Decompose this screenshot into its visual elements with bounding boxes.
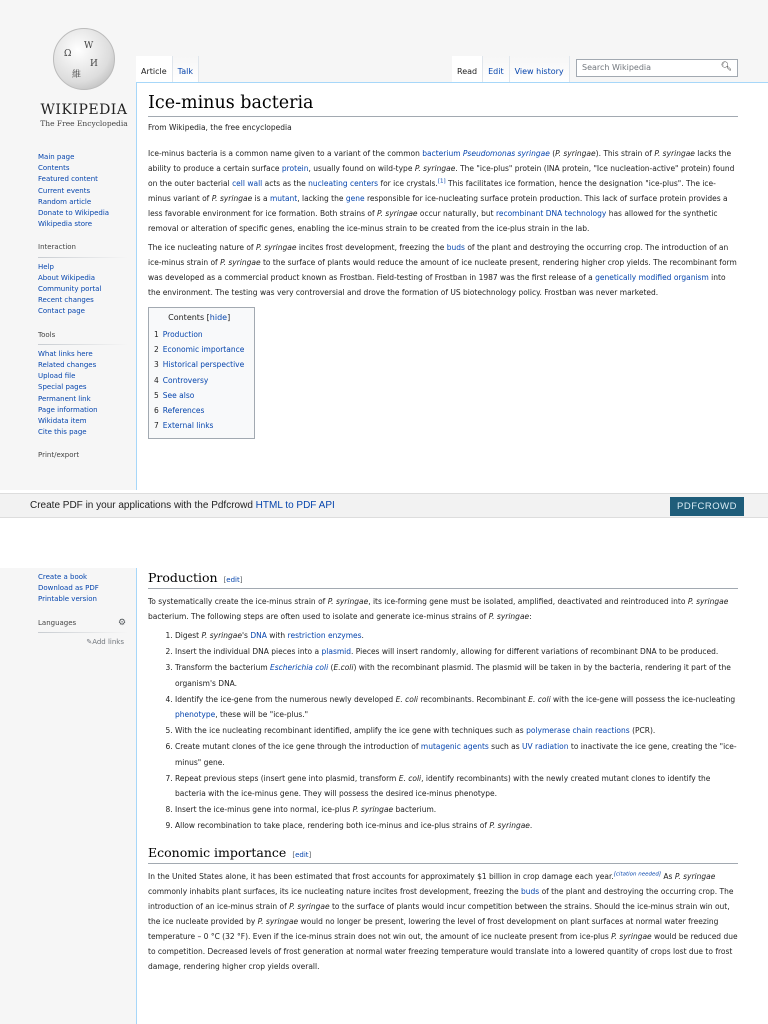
list-item: 9. Allow recombination to take place, rendering both ice-minus and ice-plus strains of P. syringae. xyxy=(175,818,738,834)
table-of-contents xyxy=(148,307,255,439)
tab-edit[interactable]: Edit xyxy=(483,56,510,82)
article-subtitle: From Wikipedia, the free encyclopedia xyxy=(148,123,292,132)
sidebar-item-featured-content[interactable]: Featured content xyxy=(38,175,98,184)
tab-read[interactable]: Read xyxy=(452,56,483,82)
sidebar-item-related-changes[interactable]: Related changes xyxy=(38,361,97,370)
list-item: 5. With the ice nucleating recombinant identified, amplify the ice gene with techniques such as polymerase chain reactions (PCR). xyxy=(175,723,738,739)
link-restriction-enzymes[interactable]: restriction enzymes xyxy=(287,631,362,640)
link-plasmid[interactable]: plasmid xyxy=(321,646,351,656)
list-item: 8. Insert the ice-minus gene into normal, ice-plus P. syringae bacterium. xyxy=(175,802,738,818)
divider xyxy=(38,632,128,633)
toc-item[interactable]: 1 Production xyxy=(154,330,203,339)
link-buds[interactable]: buds xyxy=(521,886,540,896)
toc-title: Contents [hide] xyxy=(168,313,231,322)
article-paragraph-1: Ice-minus bacteria is a common name given to a variant of the common bacterium Pseudomonas syringae (P. syringae). This strain of P. syringae lacks the ability to produce a certain surface protein, usually found on wild-type P. syringae. The "ice-plus" protein (INA protein, "Ice nucleation-active" protein) found on the outer bacterial cell wall acts as the nucleating centers for ice crystals.[1] This facilitates ice formation, hence the designation "ice-plus". The ice-minus variant of P. syringae is a mutant, lacking the gene responsible for ice-nucleating surface protein production. This lack of surface protein provides a less favorable environment for ice formation. Both strains of P. syringae occur naturally, but recombinant DNA technology has allowed for the synthetic removal or alteration of specific genes, enabling the ice-minus strain to be created from the ice-plus strain in the lab. xyxy=(148,149,735,233)
toc-item[interactable]: 7 External links xyxy=(154,421,214,431)
production-intro: To systematically create the ice-minus strain of P. syringae, its ice-forming gene must be isolated, amplified, deactivated and reintroduced into P. syringae bacterium. The following steps are often used to isolate and generate ice-minus strains of P. syringae: xyxy=(148,597,729,621)
link-pseudomonas-syringae[interactable]: Pseudomonas syringae xyxy=(462,149,550,158)
sidebar-item-contact-page[interactable]: Contact page xyxy=(38,307,85,316)
languages-portlet xyxy=(38,618,128,648)
divider xyxy=(38,344,128,345)
economic-paragraph: In the United States alone, it has been estimated that frost accounts for approximately $1 billion in crop damage each year.[citation needed] As P. syringae commonly inhabits plant surfaces, its ice nucleating nature incites frost development, freezing the buds of the plant and destroying the occurring crop. The introduction of an ice-minus strain of P. syringae to the surface of plants would incur competition between the strains. Should the ice-minus strain win out, the ice nucleate provided by P. syringae would no longer be present, lowering the level of frost development on plant surfaces at normal water freezing temperature – 0 °C (32 °F). Even if the ice-minus strain does not win out, the amount of ice nucleate present from ice-plus P. syringae would be reduced due to competition. Decreased levels of frost generation at normal water freezing temperature would translate into a lowered quantity of crops lost due to frost damage, rendering higher crop yields overall. xyxy=(148,871,738,971)
list-item: 4. Identify the ice-gene from the numerous newly developed E. coli recombinants. Recombinant E. coli with the ice-gene will possess the ice-nucleating phenotype, these will be "ice-plus." xyxy=(175,692,738,723)
link-mutant[interactable]: mutant xyxy=(269,194,298,203)
sidebar-item-contents[interactable]: Contents xyxy=(38,164,70,173)
sidebar-item-what-links-here[interactable]: What links here xyxy=(38,349,93,358)
sidebar-item-help[interactable]: Help xyxy=(38,262,54,271)
wikipedia-tagline: The Free Encyclopedia xyxy=(40,119,128,128)
list-item: 7. Repeat previous steps (insert gene into plasmid, transform E. coli, identify recombinants) with the newly created mutant clones to identify the bacteria with the ice-minus gene. They will possess the desired ice-minus phenotype. xyxy=(175,771,738,802)
sidebar-item-recent-changes[interactable]: Recent changes xyxy=(38,296,94,305)
sidebar-item-donate[interactable]: Donate to Wikipedia xyxy=(38,209,110,218)
pdf-page-1 xyxy=(0,0,768,490)
sidebar-heading-tools: Tools xyxy=(38,330,56,339)
sidebar-item-random-article[interactable]: Random article xyxy=(38,197,92,206)
list-item: 1. Digest P. syringae's DNA with restriction enzymes. xyxy=(175,628,738,644)
page-title: Ice-minus bacteria xyxy=(148,93,738,117)
sidebar-item-page-information[interactable]: Page information xyxy=(38,405,98,414)
sidebar-heading-interaction: Interaction xyxy=(38,243,76,252)
sidebar-item-permanent-link[interactable]: Permanent link xyxy=(38,394,91,403)
sidebar-item-store[interactable]: Wikipedia store xyxy=(38,220,93,229)
toc-item[interactable]: 3 Historical perspective xyxy=(154,360,245,370)
link-cell-wall[interactable]: cell wall xyxy=(232,179,263,188)
tab-view-history[interactable]: View history xyxy=(510,56,570,82)
link-mutagenic-agents[interactable]: mutagenic agents xyxy=(420,742,489,752)
sidebar-item-about[interactable]: About Wikipedia xyxy=(38,273,96,282)
pdfcrowd-link[interactable]: HTML to PDF API xyxy=(255,500,335,511)
wikipedia-logo[interactable] xyxy=(36,28,132,138)
edit-section-economic-importance[interactable]: edit xyxy=(295,850,309,859)
link-gmo[interactable]: genetically modified organism xyxy=(595,273,709,282)
add-links-button[interactable]: ✎Add links xyxy=(86,637,124,646)
link-gene[interactable]: gene xyxy=(345,194,365,203)
edit-section-production[interactable]: edit xyxy=(226,576,240,584)
toc-item[interactable]: 4 Controversy xyxy=(154,375,209,385)
list-item: 6. Create mutant clones of the ice gene through the introduction of mutagenic agents such as UV radiation to inactivate the ice gene, creating the "ice-minus" gene. xyxy=(175,739,738,770)
link-uv-radiation[interactable]: UV radiation xyxy=(522,742,569,752)
toc-hide-toggle[interactable]: hide xyxy=(209,313,228,322)
link-recombinant-dna[interactable]: recombinant DNA technology xyxy=(495,209,607,218)
sidebar-item-main-page[interactable]: Main page xyxy=(38,153,75,161)
production-steps xyxy=(148,628,738,834)
search-icon[interactable]: 🔍︎ xyxy=(720,62,732,72)
sidebar xyxy=(38,572,128,648)
pencil-icon: ✎ xyxy=(86,637,93,646)
toc-item[interactable]: 6 References xyxy=(154,406,205,416)
link-escherichia-coli[interactable]: Escherichia coli xyxy=(270,662,329,672)
link-protein[interactable]: protein xyxy=(281,164,309,173)
sidebar-item-wikidata-item[interactable]: Wikidata item xyxy=(38,417,87,426)
link-buds[interactable]: buds xyxy=(446,243,465,252)
sidebar-item-community-portal[interactable]: Community portal xyxy=(38,285,102,294)
search-placeholder: Search Wikipedia xyxy=(582,63,652,72)
reference-1[interactable]: [1] xyxy=(437,178,446,185)
sidebar-item-special-pages[interactable]: Special pages xyxy=(38,383,87,392)
tab-article[interactable]: Article xyxy=(136,56,173,82)
sidebar-heading-print-export: Print/export xyxy=(38,451,80,460)
list-item: 3. Transform the bacterium Escherichia coli (E.coli) with the recombinant plasmid. The plasmid will be taken in by the bacteria, rendering it part of the organism's DNA. xyxy=(175,660,738,691)
namespace-tabs xyxy=(136,56,199,82)
pdf-page-2 xyxy=(0,568,768,1024)
article-content xyxy=(136,82,768,490)
puzzle-globe-icon: Ω W И 維 xyxy=(53,28,115,90)
divider xyxy=(38,257,128,258)
pdfcrowd-banner: Create PDF in your applications with the Pdfcrowd HTML to PDF API PDFCROWD xyxy=(0,493,768,518)
section-heading-economic-importance: Economic importance [edit] xyxy=(148,845,738,864)
link-pcr[interactable]: polymerase chain reactions xyxy=(526,726,630,736)
link-bacterium[interactable]: bacterium xyxy=(422,149,461,158)
view-tabs xyxy=(452,56,570,82)
sidebar-heading-languages: Languages xyxy=(38,618,77,627)
search-input[interactable] xyxy=(576,59,738,77)
citation-needed-link[interactable]: [citation needed] xyxy=(613,871,662,878)
toc-item[interactable]: 5 See also xyxy=(154,390,195,400)
article-paragraph-2: The ice nucleating nature of P. syringae incites frost development, freezing the buds of the plant and destroying the occurring crop. The introduction of an ice-minus strain of P. syringae to the surface of plants would reduce the amount of ice nucleate present, rendering higher crop yields. The recombinant form was developed as a commercial product known as Frostban. Field-testing of Frostban in 1987 was the first release of a genetically modified organism into the environment. The testing was very controversial and drove the formation of US biotechnology policy. Frostban was never marketed. xyxy=(148,243,737,297)
link-phenotype[interactable]: phenotype xyxy=(175,710,216,720)
link-nucleating-centers[interactable]: nucleating centers xyxy=(308,179,379,188)
article-content xyxy=(136,568,768,1024)
sidebar-item-create-book[interactable]: Create a book xyxy=(38,573,88,581)
list-item: 2. Insert the individual DNA pieces into a plasmid. Pieces will insert randomly, allowing for different variations of recombinant DNA to be produced. xyxy=(175,644,738,660)
pdfcrowd-button[interactable]: PDFCROWD xyxy=(670,497,744,516)
sidebar xyxy=(38,152,128,465)
gear-icon[interactable]: ⚙ xyxy=(118,617,127,628)
link-dna[interactable]: DNA xyxy=(250,631,267,640)
sidebar-item-printable-version[interactable]: Printable version xyxy=(38,595,97,604)
sidebar-item-cite-this-page[interactable]: Cite this page xyxy=(38,428,87,437)
wikipedia-wordmark: WIKIPEDIA xyxy=(40,102,128,118)
sidebar-item-upload-file[interactable]: Upload file xyxy=(38,372,76,381)
section-heading-production: Production [edit] xyxy=(148,570,738,589)
tab-talk[interactable]: Talk xyxy=(173,56,199,82)
toc-item[interactable]: 2 Economic importance xyxy=(154,345,245,355)
sidebar-item-download-pdf[interactable]: Download as PDF xyxy=(38,584,99,593)
sidebar-item-current-events[interactable]: Current events xyxy=(38,186,91,195)
